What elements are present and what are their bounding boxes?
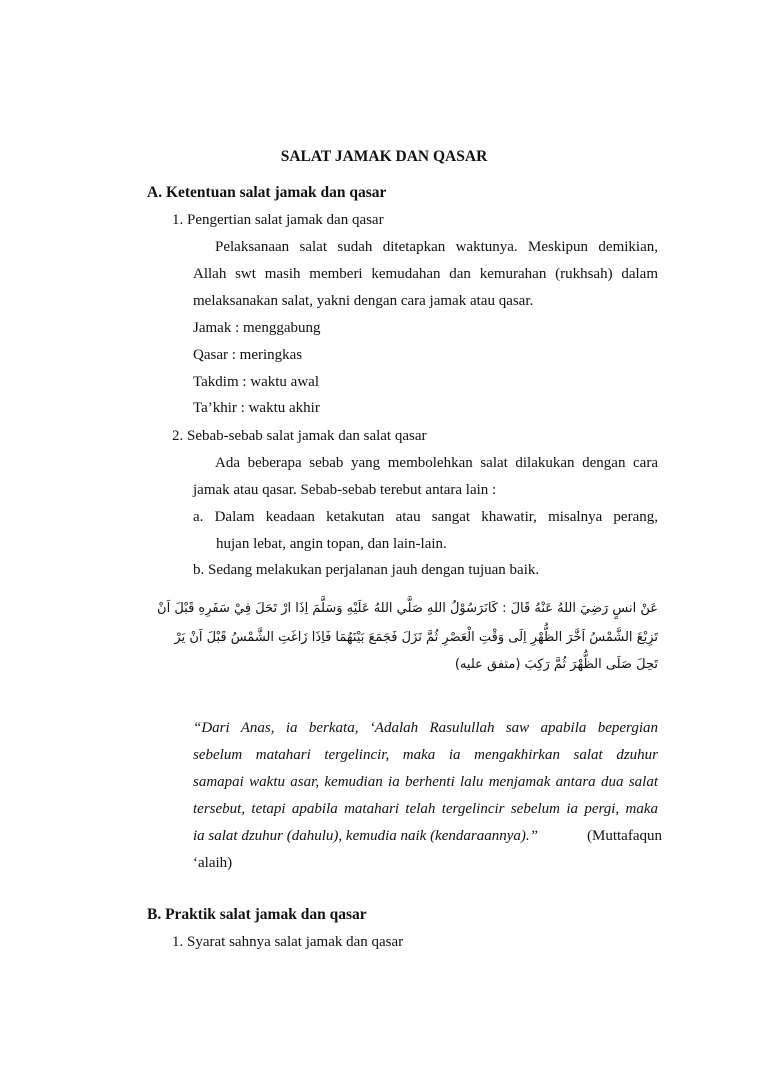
hadith-arabic-line: عَنْ انسٍ رَضِيَ اللهُ عَنْهُ قَالَ : كَانَرَسُوْلُ اللهِ صَلَّي اللهُ عَلَيْهِ وَسَلَّمَ اِذَا ارْ تَحَلَ فِيْ سَفَرِهِ قَبْلَ اَنْ [157,601,658,616]
section-b-item-1: 1. Syarat sahnya salat jamak dan qasar [172,934,404,950]
paragraph-line: Pelaksanaan salat sudah ditetapkan waktunya. Meskipun demikian, [215,239,658,255]
list-item-b: b. Sedang melakukan perjalanan jauh dengan tujuan baik. [193,562,540,578]
item-2-heading: 2. Sebab-sebab salat jamak dan salat qasar [172,428,427,444]
definition-qasar: Qasar : meringkas [193,347,303,363]
item-1-heading: 1. Pengertian salat jamak dan qasar [172,212,384,228]
section-a-heading: A. Ketentuan salat jamak dan qasar [147,184,387,201]
page-title: SALAT JAMAK DAN QASAR [280,148,488,165]
hadith-source: (Muttafaqun [587,828,662,844]
paragraph-line: melaksanakan salat, yakni dengan cara jamak atau qasar. [193,293,534,309]
definition-jamak: Jamak : menggabung [193,320,321,336]
definition-takhir: Ta’khir : waktu akhir [193,400,320,416]
section-b-heading: B. Praktik salat jamak dan qasar [147,906,367,923]
hadith-arabic-line: تَحِلَ صَلَى الظُّهْرَ ثُمَّ رَكِبَ (متفق عليه) [454,657,658,672]
translation-line: sebelum matahari tergelincir, maka ia mengakhirkan salat dzuhur [193,747,658,763]
translation-line: samapai waktu asar, kemudian ia berhenti lalu menjamak antara dua salat [193,774,658,790]
translation-line: tersebut, tetapi apabila matahari telah tergelincir sebelum ia pergi, maka [193,801,658,817]
paragraph-line: jamak atau qasar. Sebab-sebab terebut antara lain : [193,482,497,498]
definition-takdim: Takdim : waktu awal [193,374,319,390]
hadith-source-cont: ‘alaih) [193,855,233,871]
list-item-a-cont: hujan lebat, angin topan, dan lain-lain. [216,536,447,552]
translation-line: ia salat dzuhur (dahulu), kemudia naik (kendaraannya).” [193,828,538,844]
list-item-a: a. Dalam keadaan ketakutan atau sangat khawatir, misalnya perang, [193,509,658,525]
translation-line: “Dari Anas, ia berkata, ‘Adalah Rasulullah saw apabila bepergian [193,720,658,736]
hadith-arabic-line: تَزِيْغَ الشَّمْسُ اَخَّرَ الظُّهْرِ اِلَى وَقْتِ الْعَصْرِ ثُمَّ نَزَلَ فَجَمَعَ بَيْنَهُمَا فَاِذَا زَاغَتِ الشَّمْسُ قَبْلَ اَنْ يَرْ [174,630,658,645]
paragraph-line: Allah swt masih memberi kemudahan dan kemurahan (rukhsah) dalam [193,266,658,282]
paragraph-line: Ada beberapa sebab yang membolehkan salat dilakukan dengan cara [215,455,658,471]
